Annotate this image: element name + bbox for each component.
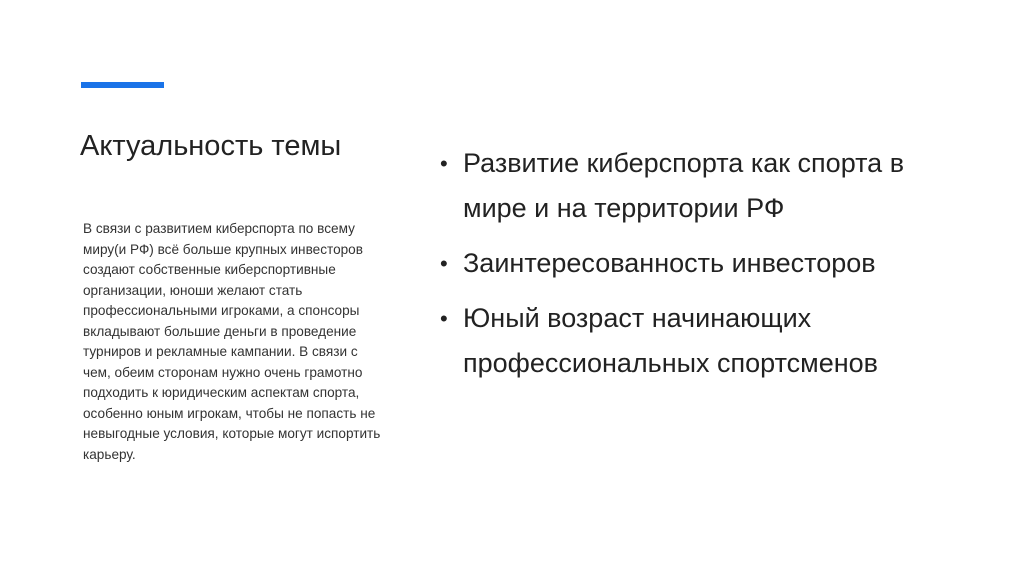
- slide-body-text: В связи с развитием киберспорта по всему миру(и РФ) всё больше крупных инвесторов создают собственные киберспортивные организации, юноши желают стать профессиональными игроками, а спонсоры вкладывают большие деньги в проведение турниров и рекламные кампании. В связи с чем, обеим сторонам нужно очень грамотно подходить к юридическим аспектам спорта, особенно юным игрокам, чтобы не попасть не невыгодные условия, которые могут испортить карьеру.: [83, 221, 381, 462]
- bullet-list: [432, 141, 972, 396]
- accent-bar: [81, 82, 164, 88]
- bullet-item: [432, 296, 972, 386]
- bullet-label: Юный возраст начинающих профессиональных спортсменов: [463, 303, 879, 378]
- bullet-label: Заинтересованность инвесторов: [463, 248, 876, 278]
- bullet-label: Развитие киберспорта как спорта в мире и на территории РФ: [463, 148, 905, 223]
- bullet-dot-icon: •: [440, 306, 448, 331]
- bullet-item: [432, 241, 972, 286]
- slide-title: Актуальность темы: [80, 130, 342, 162]
- bullet-dot-icon: •: [440, 151, 448, 176]
- bullet-dot-icon: •: [440, 251, 448, 276]
- bullet-item: [432, 141, 972, 231]
